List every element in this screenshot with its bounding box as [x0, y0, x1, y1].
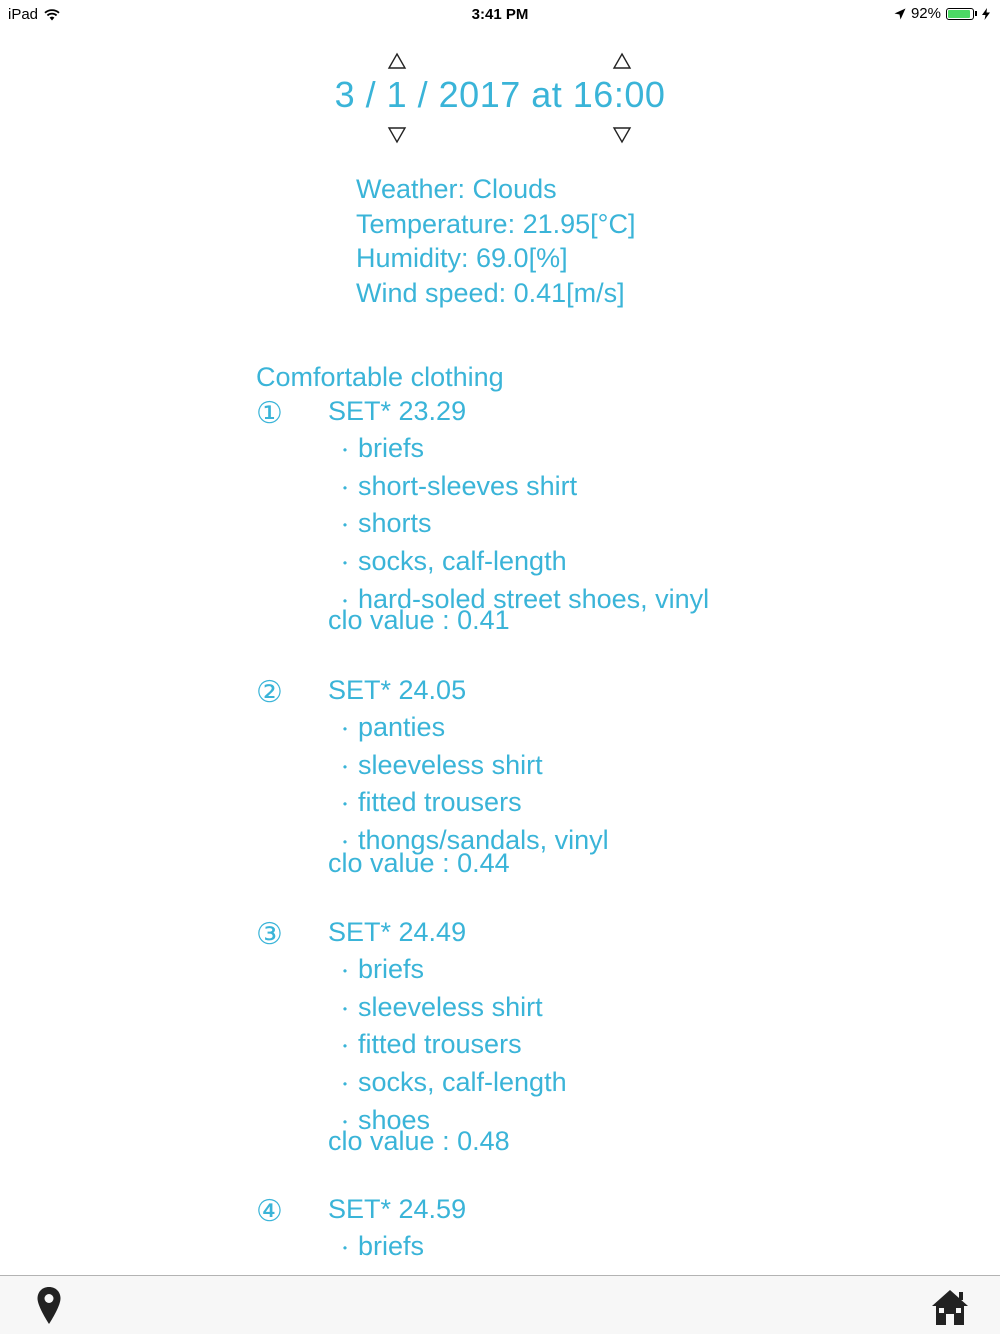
- clothing-item: ・ sleeveless shirt: [336, 990, 567, 1028]
- weather-condition: Weather: Clouds: [356, 174, 557, 204]
- time-decrement-arrow-icon[interactable]: [612, 124, 632, 144]
- clothing-item: ・ briefs: [336, 952, 567, 990]
- clothing-item: ・ briefs: [336, 431, 709, 469]
- weather-temperature: Temperature: 21.95[°C]: [356, 208, 636, 239]
- clo-value: clo value : 0.41: [328, 605, 510, 635]
- set-title: SET* 24.05: [328, 675, 467, 705]
- set-items: [336, 710, 609, 861]
- set-number: ④: [256, 1195, 283, 1228]
- status-bar: [0, 0, 1000, 28]
- clothing-item: ・ shoes: [336, 1103, 567, 1141]
- set-items: [336, 431, 709, 620]
- time-increment-arrow-icon[interactable]: [612, 52, 632, 72]
- set-title: SET* 24.49: [328, 917, 467, 947]
- clothing-item: ・ socks, calf-length: [336, 544, 709, 582]
- clothing-item: ・ fitted trousers: [336, 1027, 567, 1065]
- location-arrow-icon: [894, 8, 906, 20]
- charging-bolt-icon: [982, 8, 990, 20]
- battery-level: [948, 10, 970, 18]
- set-number: ①: [256, 397, 283, 430]
- status-right: [894, 5, 990, 22]
- battery-cap: [975, 11, 977, 16]
- set-items: [336, 1229, 424, 1267]
- clothing-item: ・ briefs: [336, 1229, 424, 1267]
- clothing-item: ・ thongs/sandals, vinyl: [336, 823, 609, 861]
- home-icon[interactable]: [930, 1288, 970, 1326]
- clothing-item: ・ panties: [336, 710, 609, 748]
- battery-icon: [946, 8, 974, 20]
- set-number: ③: [256, 918, 283, 951]
- clo-value: clo value : 0.48: [328, 1126, 510, 1156]
- date-increment-arrow-icon[interactable]: [387, 52, 407, 72]
- date-time-display[interactable]: 3 / 1 / 2017 at 16:00: [334, 74, 666, 115]
- clothing-item: ・ hard-soled street shoes, vinyl: [336, 582, 709, 620]
- set-items: [336, 952, 567, 1141]
- date-decrement-arrow-icon[interactable]: [387, 124, 407, 144]
- set-title: SET* 23.29: [328, 396, 467, 426]
- tab-bar: [0, 1275, 1000, 1334]
- map-pin-icon[interactable]: [36, 1286, 62, 1326]
- set-title: SET* 24.59: [328, 1194, 467, 1224]
- set-number: ②: [256, 676, 283, 709]
- status-time: 3:41 PM: [471, 6, 529, 23]
- device-label: iPad: [8, 6, 39, 23]
- clothing-heading: Comfortable clothing: [256, 362, 504, 392]
- clothing-item: ・ socks, calf-length: [336, 1065, 567, 1103]
- clothing-item: ・ sleeveless shirt: [336, 748, 609, 786]
- battery-percent: 92%: [910, 5, 941, 22]
- clothing-item: ・ shorts: [336, 506, 709, 544]
- weather-info: [356, 172, 635, 310]
- weather-wind-speed: Wind speed: 0.41[m/s]: [356, 277, 625, 308]
- clothing-item: ・ short-sleeves shirt: [336, 469, 709, 507]
- clothing-item: ・ fitted trousers: [336, 785, 609, 823]
- clo-value: clo value : 0.44: [328, 848, 510, 878]
- weather-humidity: Humidity: 69.0[%]: [356, 243, 568, 273]
